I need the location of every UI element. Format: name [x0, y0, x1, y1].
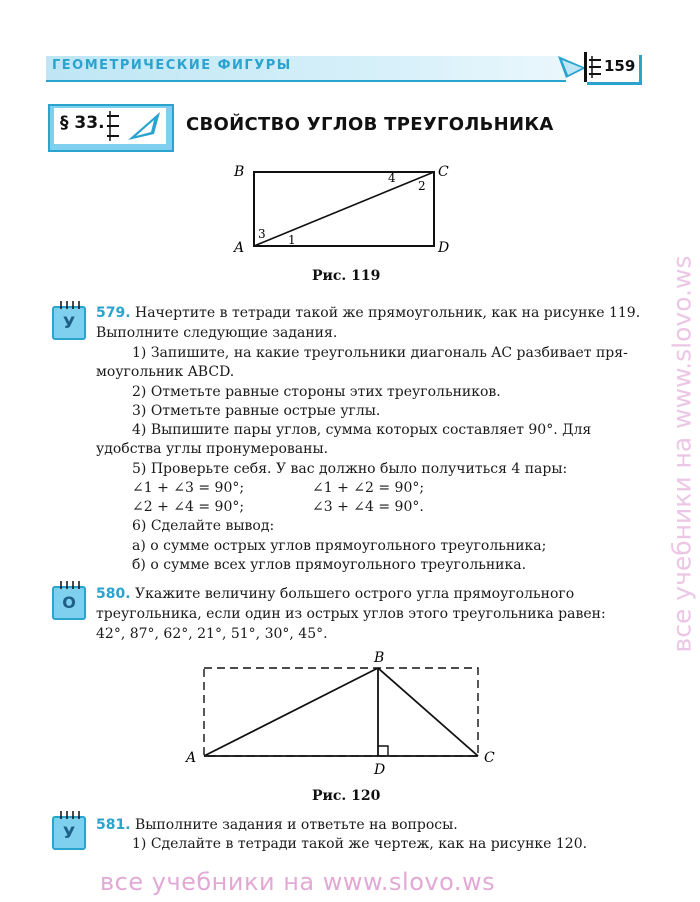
task-581-badge-letter: У: [62, 823, 76, 842]
task-579-badge-letter: У: [62, 313, 76, 332]
section-title: СВОЙСТВО УГЛОВ ТРЕУГОЛЬНИКА: [186, 114, 554, 135]
task-580-line-1: 580. Укажите величину большего острого угла прямоугольного: [96, 586, 575, 602]
task-579-eq-4: ∠3 + ∠4 = 90°.: [312, 499, 424, 515]
task-580-line-3: 42°, 87°, 62°, 21°, 51°, 30°, 45°.: [96, 626, 328, 642]
task-581-line-2: 1) Сделайте в тетради такой же чертеж, как на рисунке 120.: [132, 836, 588, 852]
vertex-label-d: D: [374, 762, 386, 778]
figure-119-caption: Рис. 119: [312, 268, 381, 284]
vertex-label-a: A: [234, 240, 245, 256]
task-580-line-2: треугольника, если один из острых углов этого треугольника равен:: [96, 606, 606, 622]
task-581-line-1: 581. Выполните задания и ответьте на вопросы.: [96, 817, 458, 833]
task-579-number: 579.: [96, 305, 131, 321]
vertex-label-a: A: [186, 750, 197, 766]
task-579-line-1: 579. Начертите в тетради такой же прямоугольник, как на рисунке 119.: [96, 305, 641, 321]
dashed-rectangle: [204, 668, 478, 756]
watermark-side: [667, 136, 697, 772]
right-angle-mark: [378, 746, 388, 756]
section-number: § 33.: [60, 113, 105, 133]
task-579-line-9: 5) Проверьте себя. У вас должно было получиться 4 пары:: [132, 461, 568, 477]
vertex-label-c: C: [438, 164, 449, 180]
task-581-badge: [52, 816, 86, 850]
task-580-number: 580.: [96, 586, 131, 602]
vertex-label-d: D: [438, 240, 450, 256]
task-579-line-2: Выполните следующие задания.: [96, 325, 338, 341]
task-579-eq-2: ∠1 + ∠2 = 90°;: [312, 480, 425, 496]
badge-spiral-icon: [57, 581, 83, 589]
figure-120-caption: Рис. 120: [312, 788, 381, 804]
task-579-line-6: 3) Отметьте равные острые углы.: [132, 403, 381, 419]
angle-label-3: 3: [258, 227, 266, 241]
vertex-label-b: B: [234, 164, 245, 180]
running-header-title: ГЕОМЕТРИЧЕСКИЕ ФИГУРЫ: [52, 58, 292, 73]
set-square-icon: [124, 110, 164, 142]
side-bc: [378, 668, 478, 756]
task-579-eq-3: ∠2 + ∠4 = 90°;: [132, 499, 245, 515]
task-579-line-15: а) о сумме острых углов прямоугольного треугольника;: [132, 538, 547, 554]
angle-label-2: 2: [418, 179, 426, 193]
watermark-bottom: все учебники на www.slovo.ws: [100, 868, 496, 896]
task-580-badge: [52, 586, 86, 620]
task-579-line-7: 4) Выпишите пары углов, сумма которых составляет 90°. Для: [132, 422, 592, 438]
vertex-label-b: B: [374, 650, 385, 666]
task-579-line-8: удобства углы пронумерованы.: [96, 441, 329, 457]
task-580-badge-letter: О: [62, 593, 76, 612]
figure-119-rectangle: [226, 160, 466, 260]
task-579-line-4: моугольник ABCD.: [96, 364, 235, 380]
task-579-line-3: 1) Запишите, на какие треугольники диагональ AC разбивает пря-: [132, 345, 628, 361]
badge-spiral-icon: [57, 811, 83, 819]
task-579-line-16: б) о сумме всех углов прямоугольного треугольника.: [132, 557, 527, 573]
side-ab: [204, 668, 378, 756]
figure-120-triangle: [176, 644, 506, 780]
watermark-side-text: все учебники на www.slovo.ws: [667, 255, 697, 653]
angle-label-4: 4: [388, 171, 396, 185]
task-579-eq-1: ∠1 + ∠3 = 90°;: [132, 480, 245, 496]
angle-label-1: 1: [288, 233, 296, 247]
section-spiral-icon: [105, 108, 121, 144]
vertex-label-c: C: [484, 750, 495, 766]
page-spiral-icon: [588, 54, 602, 80]
badge-spiral-icon: [57, 301, 83, 309]
page-number: 159: [604, 57, 636, 75]
task-579-badge: [52, 306, 86, 340]
task-579-line-5: 2) Отметьте равные стороны этих треугольников.: [132, 384, 501, 400]
diagonal-ac: [254, 172, 434, 246]
task-581-number: 581.: [96, 817, 131, 833]
task-579-line-14: 6) Сделайте вывод:: [132, 518, 275, 534]
